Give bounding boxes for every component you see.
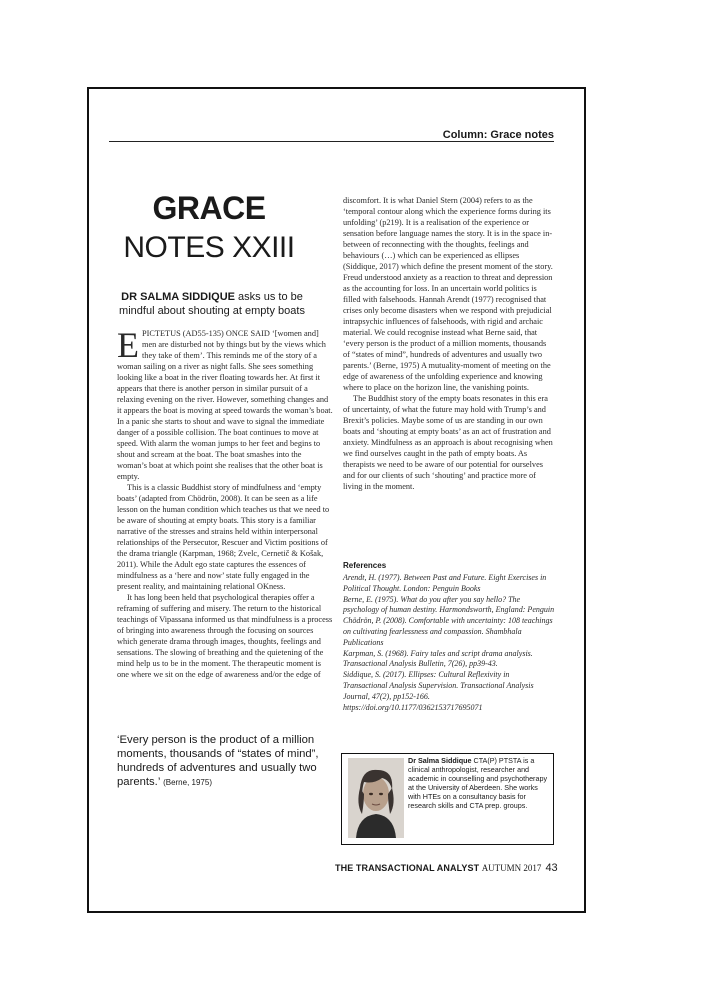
standfirst-text: asks us to be mindful about shouting at empty boats xyxy=(119,291,305,317)
references-list xyxy=(343,573,555,713)
author-bio xyxy=(408,756,551,810)
author-portrait-icon xyxy=(348,758,404,838)
body-column-right xyxy=(343,195,555,492)
body-paragraph xyxy=(117,328,333,482)
body-paragraph: This is a classic Buddhist story of mindfulness and ‘empty boats’ (adapted from Chödrön, 2008). It can be seen as a life lesson on the human condition which teaches us that we need to be aware of shouting at empty boats. This story is a familiar narrative of the stresses and strains held within interpersonal relationships of the Persecutor, Rescuer and Victim positions of the drama triangle (Karpman, 1968; Zvelc, Cernetič & Košak, 2011). While the Adult ego state captures the essences of mindfulness as a ‘here and now’ state fully engaged in the present reality, and maintaining relational OKness. xyxy=(117,483,330,591)
author-bio-box xyxy=(341,753,554,845)
article-title-line2: NOTES XXIII xyxy=(123,231,295,264)
issue-label: AUTUMN 2017 xyxy=(481,863,542,873)
publication-name: THE TRANSACTIONAL ANALYST xyxy=(335,863,480,873)
references-heading: References xyxy=(343,561,387,570)
article-title-line1: GRACE xyxy=(152,190,266,226)
section-label: Column: Grace notes xyxy=(442,129,554,141)
author-photo xyxy=(348,758,404,838)
body-paragraph: discomfort. It is what Daniel Stern (2004) refers to as the ‘temporal contour along which the experience forms during its unfolding’ (p219). It is a realisation of the experience or sensation before language names the story. It is in the space in-between of reconnecting with the thoughts, feelings and behaviours (…) which can be experienced as ellipses (Siddique, 2017) which define the present moment of the story. Freud understood anxiety as a reaction to threat and depression as the accounting for loss. In an uncertain world politics is filled with falsehoods. Hannah Arendt (1977) recognised that crises only become disasters when we respond with prejudicial intrapsychic influences of falsehoods, with rigid and archaic material. We could recognise instead what Berne said, that ‘every person is the product of a million moments, thousands of “states of mind”, hundreds of adventures and usually two parents.’ (Berne, 1975) A mutuality-moment of meeting on the edge of awareness of the unfolding experience and knowing where to place on the horizon line, the vanishing points. xyxy=(343,196,553,392)
body-paragraph: The Buddhist story of the empty boats resonates in this era of uncertainty, of what the future may hold with Trump’s and Brexit’s policies. Maybe some of us are standing in our own boats and ‘shouting at empty boats’ as an act of frustration and anxiety. Mindfulness as an approach is about recognising when we find ourselves caught in the path of empty boats. As therapists we need to be aware of our potential for ourselves and for our clients of such ‘shouting’ and practice more of living in the moment. xyxy=(343,394,553,491)
drop-cap: E xyxy=(117,328,139,365)
reference-item: Arendt, H. (1977). Between Past and Future. Eight Exercises in Political Thought. London: Penguin Books xyxy=(343,573,547,593)
pull-quote xyxy=(117,733,337,790)
magazine-page xyxy=(87,87,586,913)
reference-item: Karpman, S. (1968). Fairy tales and script drama analysis. Transactional Analysis Bulletin, 7(26), pp39-43. xyxy=(343,648,533,669)
reference-item: Berne, E. (1975). What do you after you say hello? The psychology of human destiny. Harmondsworth, England: Penguin xyxy=(343,594,555,615)
pull-quote-text: ‘Every person is the product of a million moments, thousands of “states of mind”, hundreds of adventures and usually two parents.’ xyxy=(117,734,319,788)
page-number: 43 xyxy=(545,862,558,874)
reference-item: Chödrön, P. (2008). Comfortable with uncertainty: 108 teachings on cultivating fearlessness and compassion. Shambhala Publications xyxy=(343,616,553,647)
standfirst xyxy=(107,290,317,318)
bio-text: CTA(P) PTSTA is a clinical anthropologist, researcher and academic in counselling and psychotherapy at the University of Aberdeen. She works with HTEs on a consultancy basis for research skills and CTA prep. groups. xyxy=(408,756,548,810)
bio-name: Dr Salma Siddique xyxy=(408,756,472,765)
section-divider xyxy=(109,141,554,142)
reference-item: Siddique, S. (2017). Ellipses: Cultural Reflexivity in Transactional Analysis Supervision. Transactional Analysis Journal, 47(2), pp152-166. https://doi.org/10.1177/0362153717695071 xyxy=(343,670,534,712)
body-paragraph: It has long been held that psychological therapies offer a reframing of suffering and misery. The return to the historical teachings of Vipassana informed us that mindfulness is a process of bringing into awareness through the focusing on sources which generate drama through images, thoughts, feelings and sensations. The slowing of breathing and the quietening of the mind help us to be in the moment. The therapeutic moment is one where we sit on the edge of awareness and/or the edge of xyxy=(117,593,333,679)
standfirst-author: DR SALMA SIDDIQUE xyxy=(121,291,235,303)
body-column-left xyxy=(117,328,333,748)
page-footer xyxy=(335,862,558,874)
paragraph-text: PICTETUS (AD55-135) ONCE SAID ‘[women and] men are disturbed not by things but by the views which they take of them’. This reminds me of the story of a woman sailing on a river as night falls. She sees something looking like a boat in the river floating towards her. At first it appears that there is another person in similar pursuit of a relaxing evening on the river. However, something changes and it appears the boat is moving at speed towards the woman’s boat. In a panic she starts to shout and wave to signal the immediate danger of a possible collision. The boat continues to move at speed. With alarm the woman jumps to her feet and begins to shout and scream at the boat. The boat smashes into the woman’s boat at which point she realises that the other boat is empty. xyxy=(117,329,333,481)
pull-quote-cite: (Berne, 1975) xyxy=(163,778,212,787)
